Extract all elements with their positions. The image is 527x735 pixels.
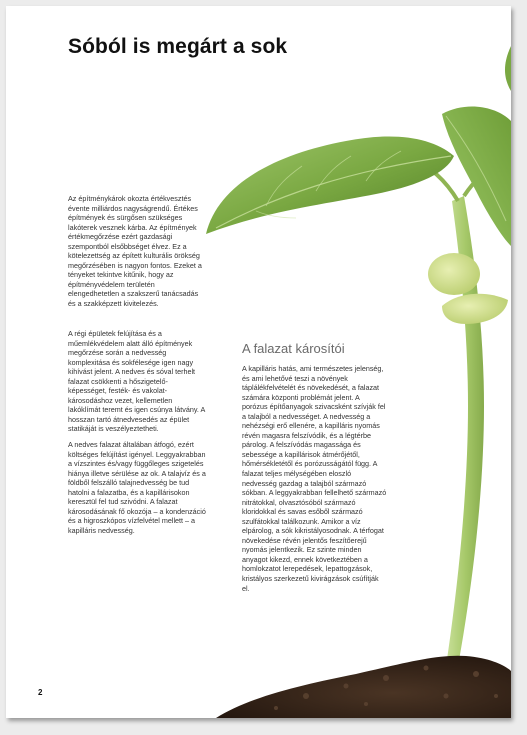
damp-wall-paragraph: A nedves falazat általában átfogó, ezért költséges felújítást igényel. Leggyakrabban a vízszintes és/vagy függőleges szigetelés hiánya illetve sérülése az ok. A talajvíz és a földből felszálló talajnedvesség be tud hatolni a falazatba, és a kapillárisokon keresztül fel tud szivódni. A falazat károsodásának fő okozója – a kondenzáció és a higroszkópos vízfelvétel mellett – a kapilláris nedvesség. [68, 440, 206, 535]
section-heading: A falazat károsítói [242, 341, 345, 356]
renovation-paragraph: A régi épületek felújítása és a műemlékvédelem alatt álló építmények megőrzése során a nedvesség komplexitása és sokfélesége igen nagy kihívást jelent. A nedves és sóval terhelt falazat csökkenti a hőszigetelő-képességet, festék- és vakolat-károsodáshoz vezet, kellemetlen lakóklímát teremt és igen csúnya látvány. A hosszan tartó átnedvesedés az épület statikáját is veszélyeztetheti. [68, 329, 205, 434]
section-body-text: A kapilláris hatás, ami természetes jelenség, és ami lehetővé teszi a növények táplálékfelvételét és növekedését, a falazat számára központi problémát jelent. A porózus építőanyagok szivacsként szívják fel a talajból a nedvességet. A nedvesség a nehézségi erő ellenére, a kapilláris nyomás révén magasra felszívódik, és a légtérbe párolog. A felszívódás magassága és sebessége a kapillárisok átmérőjétől, hőmérsékletétől és porózusságától függ. A falazat teljes mélységében eloszló nedvesség gazdag a talajból származó sókban. A leggyakrabban fellelhető származó nitrátokkal, olvasztósóból származó kloridokkal és savas esőből származó szulfátokkal találkozunk. Amikor a víz elpárolog, a sók kikristályosodnak. A térfogat növekedése révén jelentős feszítőerejű nyomás jelentkezik. Ez szinte minden anyagot kikezd, ennek következtében a homlokzatot lerepedések, lepattogzások, kristályos szerkezetű kivirágzások csúfítják el. [242, 364, 387, 593]
document-page [6, 6, 511, 718]
intro-paragraph: Az építménykárok okozta értékvesztés évente milliárdos nagyságrendű. Értékes építmények és sürgősen szükséges lakóterek vesznek kárba. Az építmények értékmegőrzése ezért gazdasági szempontból elsőbbséget élvez. Ez a kötelezettség az épített kulturális örökség megőrzésében is nagyon fontos. Ezeket a tényeket tekintve kitűnik, hogy az építményvédelem területén elengedhetetlen a szakszerű tanácsadás és a szakképzett kivitelezés. [68, 194, 202, 309]
page-title: Sóból is megárt a sok [68, 35, 288, 58]
page-number: 2 [38, 688, 43, 697]
